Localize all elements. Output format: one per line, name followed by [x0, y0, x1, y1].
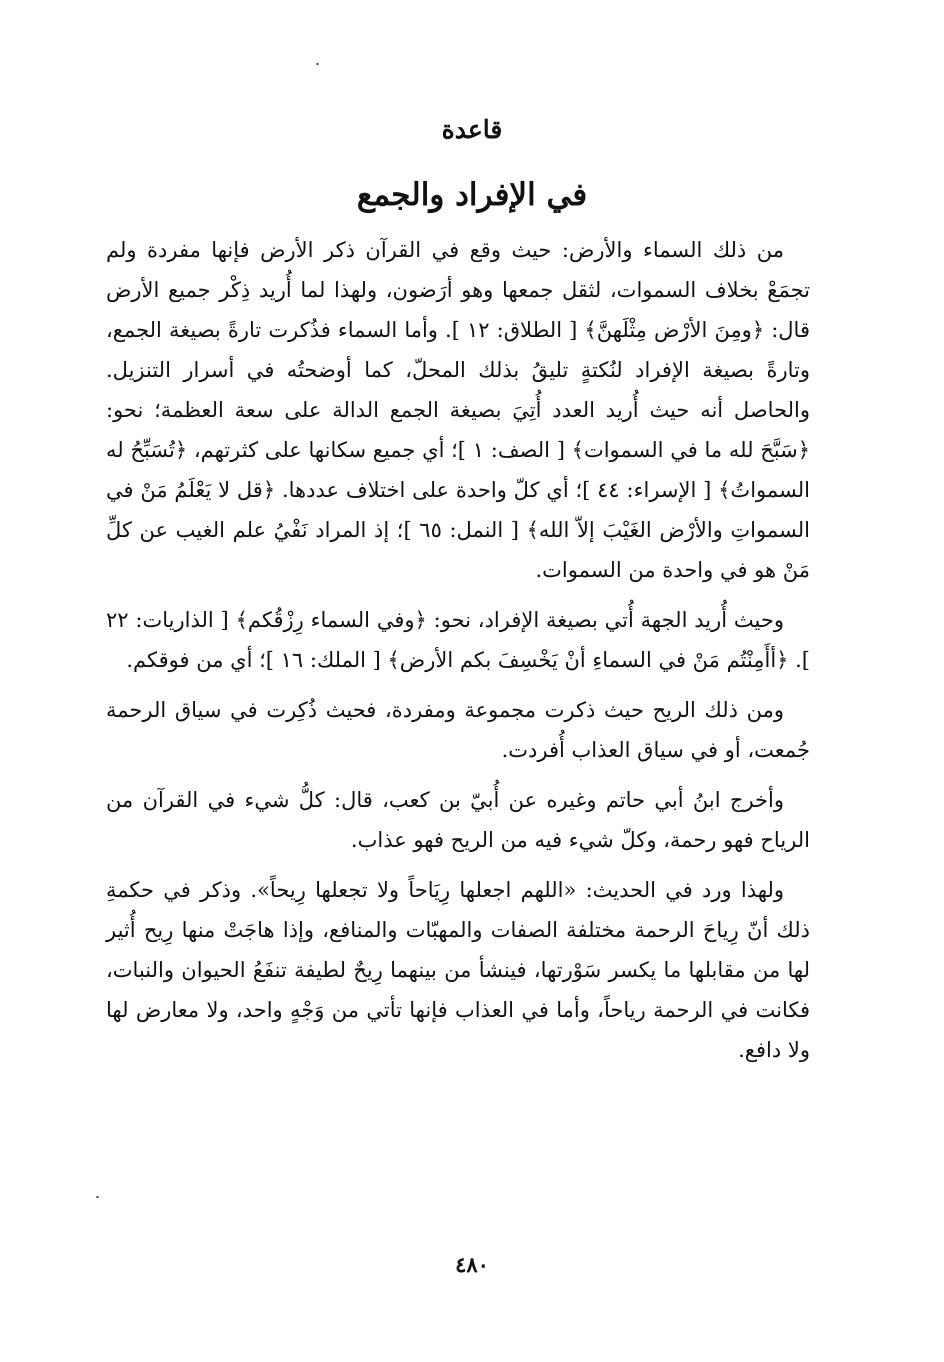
page-number: ٤٨٠ [455, 1252, 489, 1277]
paragraph-direction: وحيث أُريد الجهة أُتي بصيغة الإفراد، نحو: ﴿وفي السماء رِزْقُكم﴾ [ الذاريات: ٢٢ ]. ﴿أأَمِنْتُم مَنْ في السماءِ أنْ يَخْسِفَ بكم الأرض﴾ [ الملك: ١٦ ]؛ أي من فوقكم. [106, 608, 810, 672]
paragraph-wind: ومن ذلك الريح حيث ذكرت مجموعة ومفردة، فحيث ذُكِرت في سياق الرحمة جُمعت، أو في سياق العذاب أُفردت. [106, 698, 810, 762]
paragraph-sky-earth: من ذلك السماء والأرض: حيث وقع في القرآن ذكر الأرض فإنها مفردة ولم تجمَعْ بخلاف السموات، لثقل جمعها وهو أرَضون، ولهذا لما أُريد ذِكْر جميع الأرض قال: ﴿ومِنَ الأرْض مِثْلَهنَّ﴾ [ الطلاق: ١٢ ]. وأما السماء فذُكرت تارةً بصيغة الجمع، وتارةً بصيغة الإفراد لنُكتةٍ تليقُ بذلك المحلّ، كما أوضحتُه في أسرار التنزيل. والحاصل أنه حيث أُريد العدد أُتِيَ بصيغة الجمع الدالة على سعة العظمة؛ نحو: ﴿سَبَّحَ لله ما في السموات﴾ [ الصف: ١ ]؛ أي جميع سكانها على كثرتهم، ﴿تُسَبِّحُ له السمواتُ﴾ [ الإسراء: ٤٤ ]؛ أي كلّ واحدة على اختلاف عددها. ﴿قل لا يَعْلَمُ مَنْ في السمواتِ والأرْض الغَيْبَ إلاّ الله﴾ [ النمل: ٦٥ ]؛ إذ المراد نَفْيُ علم الغيب عن كلِّ مَنْ هو في واحدة من السموات. [106, 238, 811, 582]
section-title: في الإفراد والجمع [356, 177, 588, 213]
scan-speck [316, 63, 319, 65]
scan-speck [96, 1196, 99, 1198]
paragraph-narration: وأخرج ابنُ أبي حاتم وغيره عن أُبيّ بن كعب، قال: كلُّ شيء في القرآن من الرياح فهو رحمة، وكلّ شيء فيه من الريح فهو عذاب. [106, 788, 810, 852]
body-text [106, 230, 810, 1076]
section-kicker: قاعدة [441, 115, 503, 144]
paragraph-hadith: ولهذا ورد في الحديث: «اللهم اجعلها رِيَاحاً ولا تجعلها رِيحاً». وذكر في حكمةِ ذلك أنّ رِياحَ الرحمة مختلفة الصفات والمهبّات والمنافع، وإذا هاجَتْ منها رِيح أُثير لها من مقابلها ما يكسر سَوْرتها، فينشأ من بينهما رِيحٌ لطيفة تنفَعُ الحيوان والنبات، فكانت في الرحمة رياحاً، وأما في العذاب فإنها تأتي من وَجْهٍ واحد، ولا معارض لها ولا دافع. [106, 878, 810, 1062]
